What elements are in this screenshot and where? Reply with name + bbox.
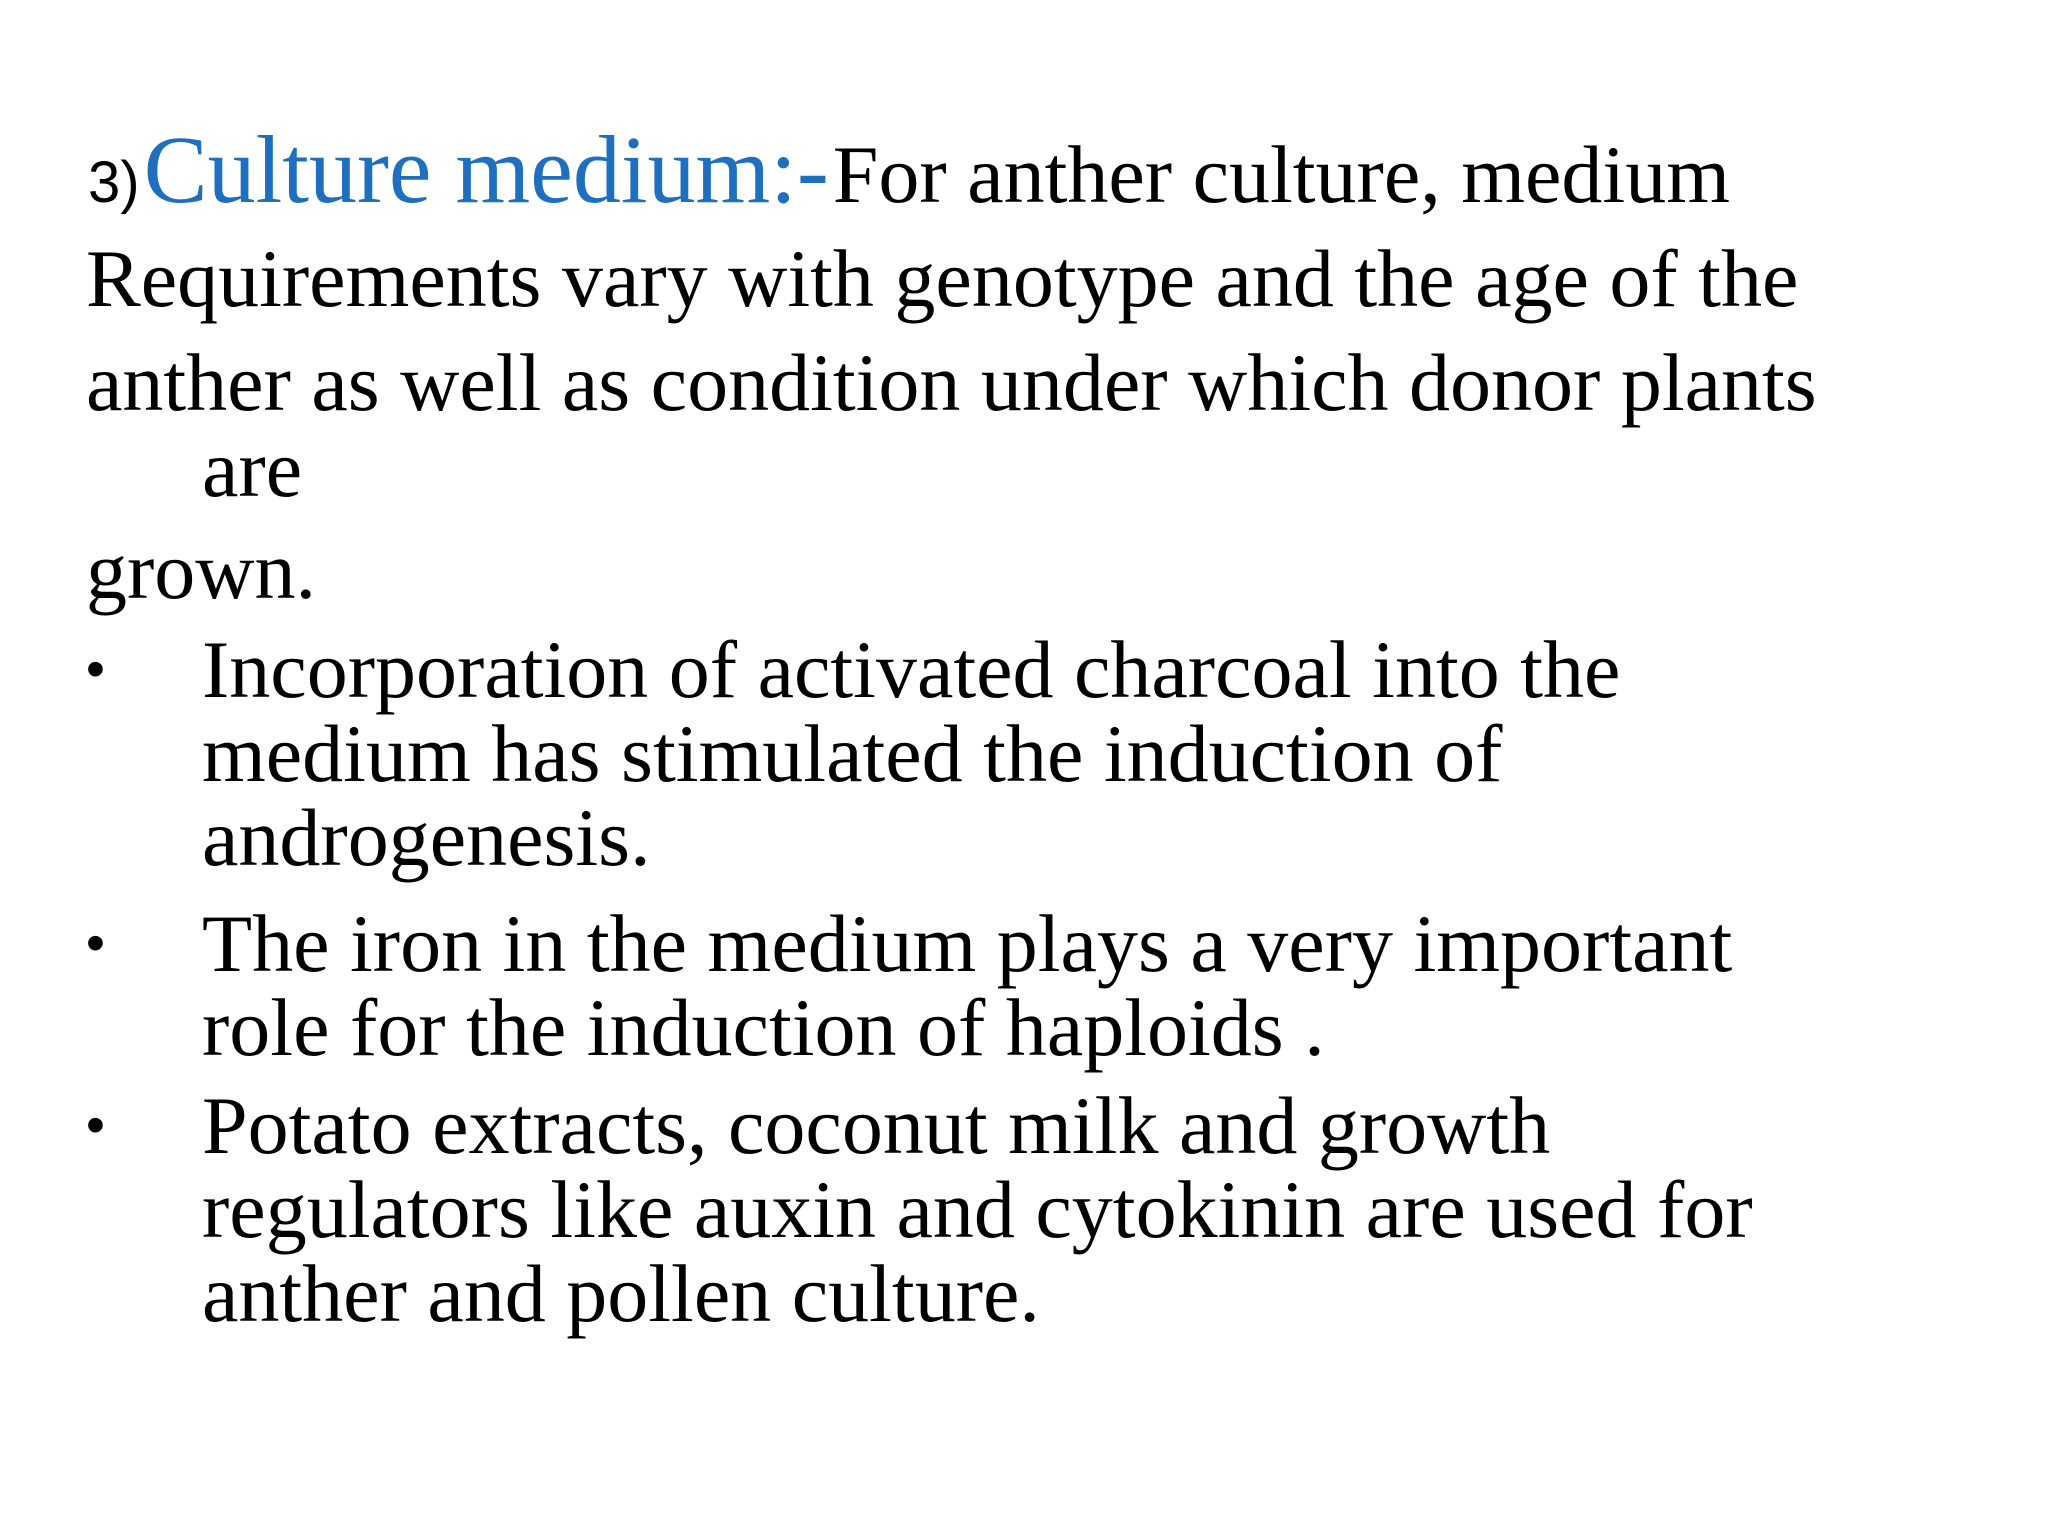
intro-text-line-2: Requirements vary with genotype and the age of the — [86, 233, 1799, 324]
intro-text-line-3: anther as well as condition under which donor plants — [86, 337, 1817, 428]
bullet-symbol: • — [86, 639, 105, 699]
intro-text-line-5: grown. — [86, 525, 317, 616]
bullet-1-line-2: medium has stimulated the induction of — [202, 708, 1503, 799]
bullet-3-line-1: Potato extracts, coconut milk and growth — [202, 1080, 1551, 1171]
intro-text-line-4: are — [202, 423, 303, 514]
item-number: 3) — [88, 150, 140, 215]
section-heading: Culture medium:- — [143, 116, 829, 223]
bullet-item-3 — [202, 1080, 1962, 1339]
bullet-2-line-2: role for the induction of haploids . — [202, 982, 1325, 1073]
bullet-1-line-3: androgenesis. — [202, 792, 651, 883]
bullet-3-line-3: anther and pollen culture. — [202, 1248, 1040, 1339]
title-line — [88, 116, 1730, 223]
intro-text-line-1: For anther culture, medium — [832, 129, 1730, 220]
bullet-item-1 — [202, 624, 1962, 883]
bullet-3-line-2: regulators like auxin and cytokinin are used for — [202, 1164, 1753, 1255]
bullet-2-line-1: The iron in the medium plays a very important — [202, 898, 1733, 989]
bullet-symbol: • — [86, 913, 105, 973]
bullet-symbol: • — [86, 1095, 105, 1155]
bullet-1-line-1: Incorporation of activated charcoal into the — [202, 624, 1621, 715]
bullet-item-2 — [202, 898, 1962, 1073]
